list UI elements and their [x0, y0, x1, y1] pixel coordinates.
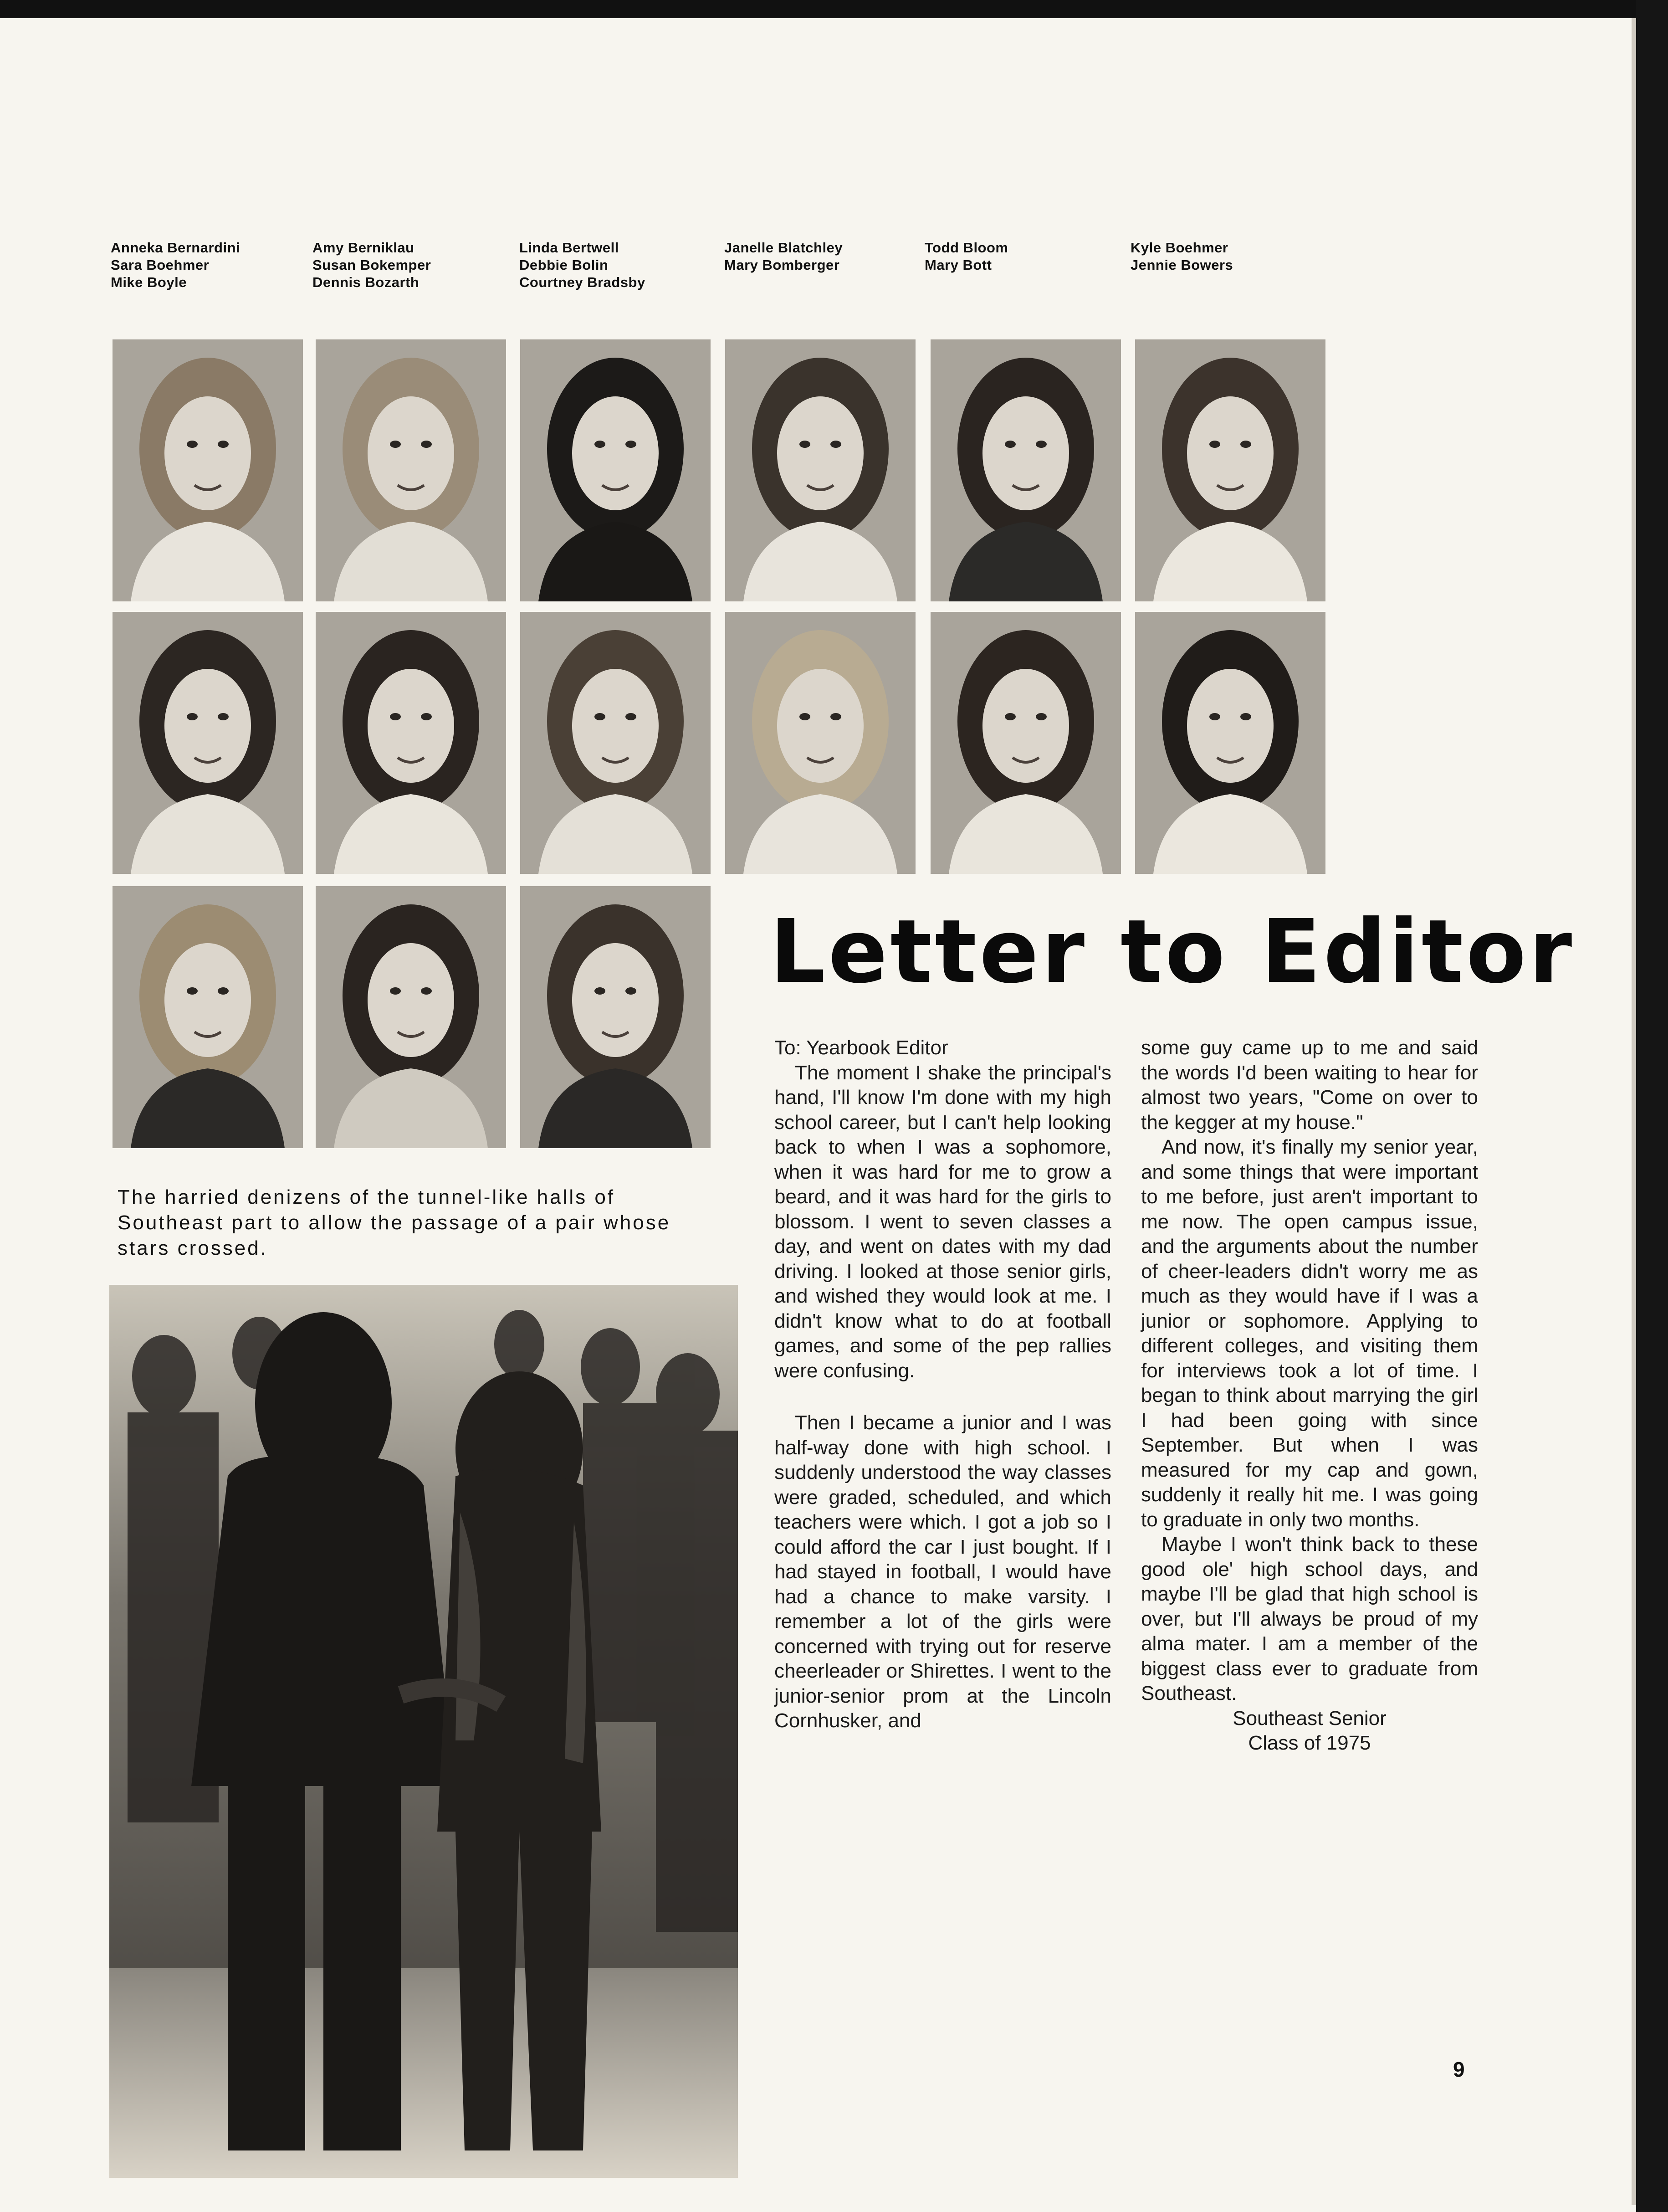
article-paragraph: The moment I shake the principal's hand, I'll know I'm done with my high school career, but I can't help looking back to when I was a sophomore, when it was hard for me to grow a beard, and it was hard for the girls to blossom. I went to seven classes a day, and went on dates with my dad driving. I looked at those senior girls, and wished they would look at me. I didn't know what to do at football games, and some of the pep rallies were confusing. — [774, 1061, 1111, 1382]
student-portrait — [316, 886, 506, 1148]
name-column-5 — [925, 239, 1008, 274]
student-name: Linda Bertwell — [519, 240, 619, 256]
signature-line: Class of 1975 — [1248, 1732, 1371, 1754]
student-name: Mary Bomberger — [724, 257, 840, 273]
student-portrait — [520, 612, 711, 874]
student-portrait — [316, 612, 506, 874]
student-name: Jennie Bowers — [1131, 257, 1233, 273]
student-portrait — [1135, 612, 1325, 874]
student-portrait — [113, 339, 303, 601]
student-name: Anneka Bernardini — [111, 240, 240, 256]
photo-caption: The harried denizens of the tunnel-like halls of Southeast part to allow the passage of a pair whose stars crossed. — [118, 1186, 671, 1259]
scan-right-edge — [1636, 0, 1668, 2212]
article-headline: Letter to Editor — [770, 901, 1575, 1003]
student-name: Mike Boyle — [111, 274, 187, 290]
article-paragraph: Then I became a junior and I was half-way done with high school. I suddenly understood the way classes were graded, scheduled, and which teachers were which. I got a job so I could afford the car I just bought. If I had stayed in football, I would have had a chance to make varsity. I remember a lot of the girls were concerned with trying out for reserve cheerleader or Shirettes. I went to the junior-senior prom at the Lincoln Cornhusker, and — [774, 1411, 1111, 1732]
student-name: Kyle Boehmer — [1131, 240, 1228, 256]
student-name: Todd Bloom — [925, 240, 1008, 256]
signature-line: Southeast Senior — [1233, 1707, 1387, 1730]
page-number: 9 — [1453, 2058, 1465, 2081]
student-portrait — [931, 612, 1121, 874]
scan-top-edge — [0, 0, 1668, 18]
student-name: Mary Bott — [925, 257, 992, 273]
student-name: Amy Berniklau — [312, 240, 414, 256]
student-name: Dennis Bozarth — [312, 274, 420, 290]
student-name: Janelle Blatchley — [724, 240, 843, 256]
salutation: To: Yearbook Editor — [774, 1037, 948, 1059]
name-column-4 — [724, 239, 843, 274]
student-portrait — [113, 612, 303, 874]
article-paragraph: Maybe I won't think back to these good ole' high school days, and maybe I'll be glad that high school is over, but I'll always be proud of my alma mater. I am a member of the biggest class ever to graduate from Southeast. — [1141, 1533, 1478, 1704]
student-portrait — [725, 339, 916, 601]
article-column-right — [1141, 1036, 1478, 1756]
student-portrait — [725, 612, 916, 874]
student-name: Courtney Bradsby — [519, 274, 645, 290]
student-portrait — [520, 339, 711, 601]
page-edge-shadow — [1632, 18, 1636, 2205]
article-column-left — [774, 1036, 1111, 1734]
student-portrait — [520, 886, 711, 1148]
name-column-3 — [519, 239, 645, 291]
student-name: Sara Boehmer — [111, 257, 210, 273]
name-column-2 — [312, 239, 431, 291]
student-portrait — [113, 886, 303, 1148]
name-column-6 — [1131, 239, 1233, 274]
student-portrait — [316, 339, 506, 601]
student-portrait — [1135, 339, 1325, 601]
article-paragraph: some guy came up to me and said the words I'd been waiting to hear for almost two years, "Come on over to the kegger at my house." — [1141, 1037, 1478, 1134]
student-name: Debbie Bolin — [519, 257, 609, 273]
student-portrait — [931, 339, 1121, 601]
name-column-1 — [111, 239, 240, 291]
article-paragraph: And now, it's finally my senior year, and some things that were important to me before, just aren't important to me now. The open campus issue, and the arguments about the number of cheer-leaders didn't worry me as much as they would have if I was a junior or sophomore. Applying to different colleges, and visiting them for interviews took a lot of time. I began to think about marrying the girl I had been going with since September. But when I was measured for my cap and gown, suddenly it really hit me. I was going to graduate in only two months. — [1141, 1136, 1478, 1531]
hallway-photo — [109, 1285, 738, 2178]
student-name: Susan Bokemper — [312, 257, 431, 273]
